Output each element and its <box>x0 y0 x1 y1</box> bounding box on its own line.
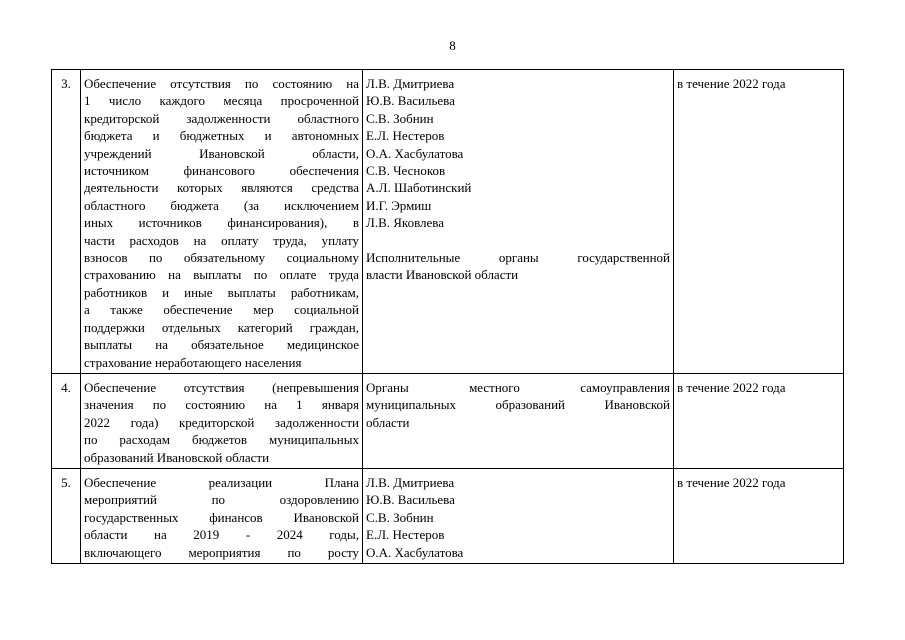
responsible-org-line: области <box>366 414 410 430</box>
activity-line: иных источников финансирования), в <box>84 215 359 231</box>
responsible-name: Е.Л. Нестеров <box>366 527 445 543</box>
activity-line: Обеспечение отсутствия (непревышения <box>84 379 359 395</box>
activity-line: поддержки отдельных категорий граждан, <box>84 319 359 335</box>
table-row <box>52 70 844 374</box>
activity-line: части расходов на оплату труда, уплату <box>84 232 359 248</box>
responsible-name: С.В. Чесноков <box>366 163 446 179</box>
term-cell: в течение 2022 года <box>674 468 844 563</box>
activity-line: выплаты на обязательное медицинское <box>84 337 359 353</box>
responsible-name: И.Г. Эрмиш <box>366 197 432 213</box>
responsible-name: Е.Л. Нестеров <box>366 128 445 144</box>
responsible-cell <box>363 468 674 563</box>
responsible-name: С.В. Зобнин <box>366 110 434 126</box>
activity-line: 1 число каждого месяца просроченной <box>84 93 359 109</box>
responsible-name: О.А. Хасбулатова <box>366 544 464 560</box>
responsible-name: Л.В. Яковлева <box>366 215 445 231</box>
activity-line: Обеспечение отсутствия по состоянию на <box>84 76 359 91</box>
responsible-org-line: муниципальных образований Ивановской <box>366 397 670 413</box>
activity-line: по расходам бюджетов муниципальных <box>84 432 359 448</box>
activity-line: мероприятий по оздоровлению <box>84 492 359 508</box>
measures-table <box>51 69 844 564</box>
activity-line: бюджета и бюджетных и автономных <box>84 128 359 144</box>
responsible-org-line: власти Ивановской области <box>366 267 519 283</box>
activity-line: образований Ивановской области <box>84 449 270 465</box>
activity-line: Обеспечение реализации Плана <box>84 474 359 490</box>
activity-line: учреждений Ивановской области, <box>84 145 359 161</box>
table-row <box>52 468 844 563</box>
responsible-org-line: Органы местного самоуправления <box>366 379 670 395</box>
activity-cell <box>81 373 363 468</box>
activity-line: работников и иные выплаты работникам, <box>84 284 359 300</box>
activity-line: кредиторской задолженности областного <box>84 110 359 126</box>
activity-line: источником финансового обеспечения <box>84 163 359 179</box>
responsible-cell <box>363 70 674 374</box>
activity-cell <box>81 70 363 374</box>
responsible-name: Л.В. Дмитриева <box>366 76 455 91</box>
activity-line: 2022 года) кредиторской задолженности <box>84 414 359 430</box>
activity-cell <box>81 468 363 563</box>
responsible-name: С.В. Зобнин <box>366 509 434 525</box>
activity-line: взносов по обязательному социальному <box>84 250 359 266</box>
responsible-name: Л.В. Дмитриева <box>366 474 455 490</box>
row-number: 4. <box>52 373 81 468</box>
responsible-name: Ю.В. Васильева <box>366 492 455 508</box>
activity-line: страхованию на выплаты по оплате труда <box>84 267 359 283</box>
activity-line: значения по состоянию на 1 января <box>84 397 359 413</box>
activity-line: а также обеспечение мер социальной <box>84 302 359 318</box>
responsible-name: Ю.В. Васильева <box>366 93 455 109</box>
activity-line: области на 2019 - 2024 годы, <box>84 527 359 543</box>
activity-line: областного бюджета (за исключением <box>84 197 359 213</box>
page-number: 8 <box>449 38 456 53</box>
blank-line <box>366 232 670 249</box>
activity-line: страхование неработающего населения <box>84 354 302 370</box>
activity-line: государственных финансов Ивановской <box>84 509 359 525</box>
row-number: 3. <box>52 70 81 374</box>
activity-line: включающего мероприятия по росту <box>84 544 359 560</box>
row-number: 5. <box>52 468 81 563</box>
activity-line: деятельности которых являются средства <box>84 180 359 196</box>
responsible-org-line: Исполнительные органы государственной <box>366 250 670 266</box>
responsible-cell <box>363 373 674 468</box>
responsible-name: А.Л. Шаботинский <box>366 180 472 196</box>
table-row <box>52 373 844 468</box>
term-cell: в течение 2022 года <box>674 70 844 374</box>
term-cell: в течение 2022 года <box>674 373 844 468</box>
responsible-name: О.А. Хасбулатова <box>366 145 464 161</box>
